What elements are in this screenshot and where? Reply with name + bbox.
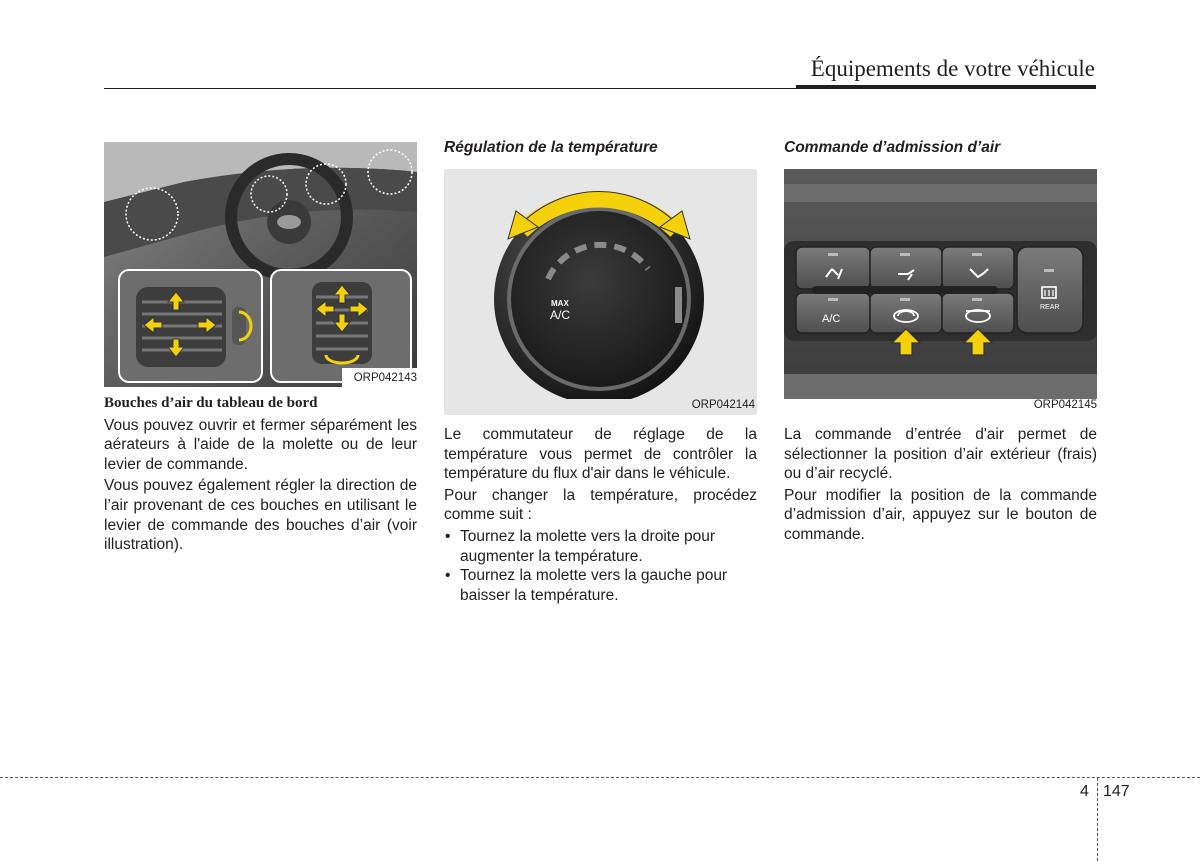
section-title: Commande d’admission d’air bbox=[784, 139, 1001, 156]
paragraph: Le commutateur de réglage de la température vous permet de contrôler la température du flux d'air dans le véhicule. bbox=[444, 426, 757, 483]
knob-max-label: MAX bbox=[551, 299, 569, 308]
dashboard-vents-illustration bbox=[104, 142, 417, 387]
air-intake-panel-illustration bbox=[784, 169, 1097, 399]
temperature-text bbox=[444, 425, 757, 605]
paragraph: Pour modifier la position de la commande d’admission d’air, appuyez sur le bouton de commande. bbox=[784, 486, 1097, 543]
figure-temperature-knob bbox=[444, 169, 757, 415]
chapter-number: 4 bbox=[1080, 783, 1089, 800]
section-title: Régulation de la température bbox=[444, 139, 658, 156]
figure-code: ORP042144 bbox=[691, 399, 755, 411]
rear-label: REAR bbox=[1040, 304, 1060, 311]
list-item: • Tournez la molette vers la droite pour augmenter la température. bbox=[444, 527, 757, 566]
air-intake-text bbox=[784, 425, 1097, 547]
knob-ac-label: A/C bbox=[550, 308, 571, 322]
paragraph: Pour changer la température, procédez comme suit : bbox=[444, 486, 757, 524]
page-number: 147 bbox=[1103, 783, 1130, 800]
header-rule-accent bbox=[796, 85, 1096, 89]
figure-caption: Bouches d’air du tableau de bord bbox=[104, 395, 318, 411]
figure-code: ORP042145 bbox=[1033, 399, 1097, 411]
paragraph: La commande d’entrée d'air permet de sélectionner la position d’air extérieur (frais) ou d’air recyclé. bbox=[784, 426, 1097, 483]
ac-button-label: A/C bbox=[822, 313, 841, 325]
running-header-title: Équipements de votre véhicule bbox=[810, 56, 1095, 81]
paragraph: Vous pouvez ouvrir et fermer séparément les aérateurs à l'aide de la molette ou de leur levier de commande. bbox=[104, 416, 417, 473]
bullet-list bbox=[444, 527, 757, 605]
air-vents-text bbox=[104, 394, 417, 557]
list-item: • Tournez la molette vers la gauche pour baisser la température. bbox=[444, 566, 757, 605]
footer-rule bbox=[0, 777, 1200, 778]
figure-dashboard-vents bbox=[104, 142, 417, 387]
footer-divider bbox=[1097, 778, 1098, 861]
temperature-knob-illustration bbox=[444, 169, 757, 399]
figure-air-intake-panel bbox=[784, 169, 1097, 415]
paragraph: Vous pouvez également régler la direction de l’air provenant de ces bouches en utilisant le levier de commande des bouches d’air (voir illustration). bbox=[104, 477, 417, 554]
figure-code: ORP042143 bbox=[353, 372, 417, 384]
